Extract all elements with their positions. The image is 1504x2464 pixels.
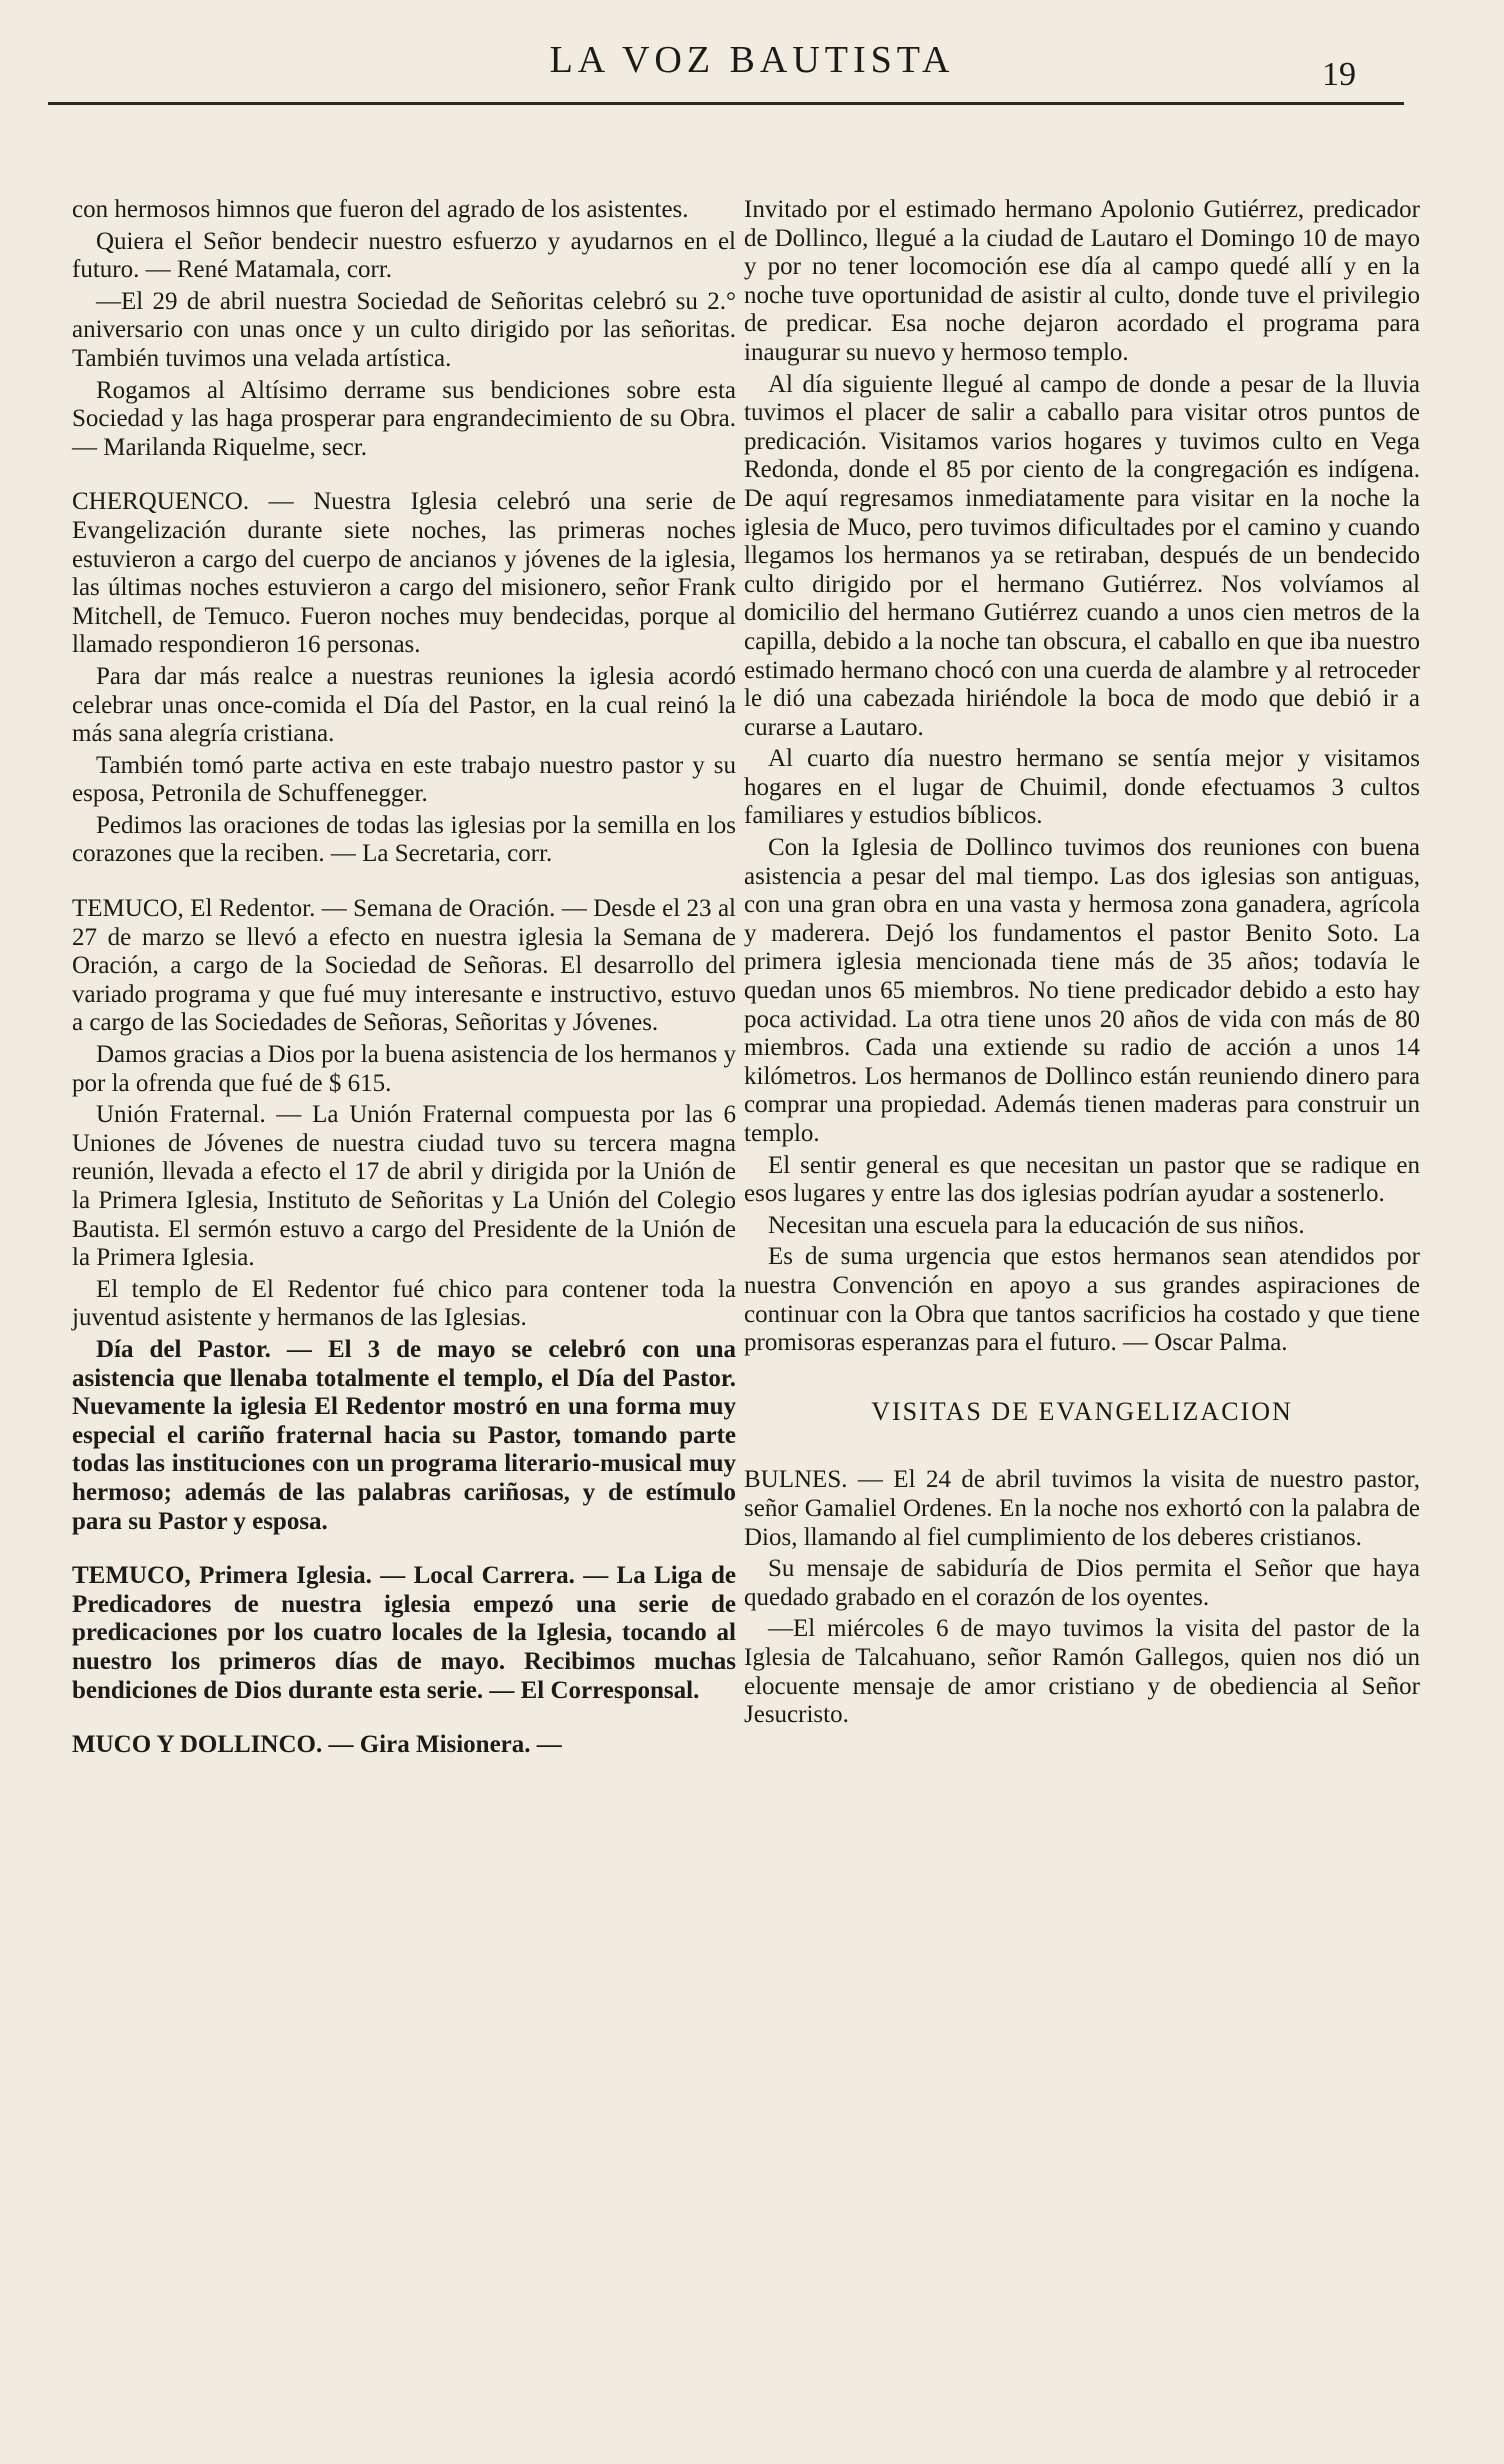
article-paragraph: MUCO Y DOLLINCO. — Gira Misionera. — <box>72 1731 562 1759</box>
article-paragraph: Rogamos al Altísimo derrame sus bendiciones sobre esta Sociedad y las haga prosperar para engrandecimiento de su Obra. — Marilanda Riquelme, secr. <box>72 376 736 461</box>
right-column-articles <box>744 196 1420 1358</box>
article-paragraph: Pedimos las oraciones de todas las iglesias por la semilla en los corazones que la reciben. — La Secretaria, corr. <box>72 811 736 868</box>
article-paragraph: Su mensaje de sabiduría de Dios permita el Señor que haya quedado grabado en el corazón de los oyentes. <box>744 1555 1420 1611</box>
article-paragraph: Al cuarto día nuestro hermano se sentía mejor y visitamos hogares en el lugar de Chuimil, donde efectuamos 3 cultos familiares y estudios bíblicos. <box>744 745 1420 830</box>
article-paragraph: También tomó parte activa en este trabajo nuestro pastor y su esposa, Petronila de Schuffenegger. <box>72 751 736 808</box>
article-paragraph: Día del Pastor. — El 3 de mayo se celebró con una asistencia que llenaba totalmente el templo, el Día del Pastor. Nuevamente la iglesia El Redentor mostró en una forma muy especial el cariño fraternal hacia su Pastor, tomando parte todas las instituciones con un programa literario-musical muy hermoso; además de las palabras cariñosas, y de estímulo para su Pastor y esposa. <box>72 1335 736 1535</box>
article-paragraph: Con la Iglesia de Dollinco tuvimos dos reuniones con buena asistencia a pesar del mal tiempo. Las dos iglesias son antiguas, con una gran obra en una vasta y hermosa zona ganadera, agrícola y maderera. Dejó los fundamentos el pastor Benito Soto. La primera iglesia mencionada tiene más de 35 años; todavía le quedan unos 65 miembros. No tiene predicador debido a esto hay poca actividad. La otra tiene unos 20 años de vida con más de 80 miembros. Cada una extiende su radio de acción a unos 14 kilómetros. Los hermanos de Dollinco están reuniendo dinero para comprar una propiedad. Además tienen maderas para construir un templo. <box>744 834 1420 1147</box>
right-column <box>744 196 1420 1733</box>
article-paragraph: Al día siguiente llegué al campo de donde a pesar de la lluvia tuvimos el placer de salir a caballo para visitar otros puntos de predicación. Visitamos varios hogares y tuvimos culto en Vega Redonda, donde el 85 por ciento de la congregación es indígena. De aquí regresamos inmediatamente para visitar en la noche la iglesia de Muco, pero tuvimos dificultades por el camino y cuando llegamos los hermanos ya se retiraban, después de un bendecido culto dirigido por el hermano Gutiérrez. Nos volvíamos al domicilio del hermano Gutiérrez cuando a unos cien metros de la capilla, debido a la noche tan obscura, el caballo en que iba nuestro estimado hermano chocó con una cuerda de alambre y al retroceder le dió una cabezada hiriéndole la boca de modo que debió ir a curarse a Lautaro. <box>744 370 1420 741</box>
article-paragraph: Es de suma urgencia que estos hermanos sean atendidos por nuestra Convención en apoyo a sus grandes aspiraciones de continuar con la Obra que tantos sacrificios ha costado y que tiene promisoras esperanzas para el futuro. — Oscar Palma. <box>744 1243 1420 1357</box>
page-header-title: LA VOZ BAUTISTA <box>549 39 955 81</box>
left-column <box>72 196 736 1763</box>
article-paragraph: El templo de El Redentor fué chico para contener toda la juventud asistente y hermanos de las Iglesias. <box>72 1275 736 1332</box>
article-paragraph: Quiera el Señor bendecir nuestro esfuerzo y ayudarnos en el futuro. — René Matamala, corr. <box>72 227 736 284</box>
article-paragraph: TEMUCO, El Redentor. — Semana de Oración. — Desde el 23 al 27 de marzo se llevó a efecto en nuestra iglesia la Semana de Oración, a cargo de la Sociedad de Señoras. El desarrollo del variado programa y que fué muy interesante e instructivo, estuvo a cargo de las Sociedades de Señoras, Señoritas y Jóvenes. <box>72 895 736 1037</box>
article-paragraph: Necesitan una escuela para la educación de sus niños. <box>768 1211 1305 1239</box>
header-divider <box>48 102 1404 105</box>
article-paragraph: TEMUCO, Primera Iglesia. — Local Carrera. — La Liga de Predicadores de nuestra iglesia empezó una serie de predicaciones por los cuatro locales de la Iglesia, tocando al nuestro los primeros días de mayo. Recibimos muchas bendiciones de Dios durante esta serie. — El Corresponsal. <box>72 1562 736 1704</box>
article-paragraph: BULNES. — El 24 de abril tuvimos la visita de nuestro pastor, señor Gamaliel Ordenes. En la noche nos exhortó con la palabra de Dios, llamando al fiel cumplimiento de los deberes cristianos. <box>744 1466 1420 1551</box>
article-paragraph: El sentir general es que necesitan un pastor que se radique en esos lugares y entre las dos iglesias podrían ayudar a sostenerlo. <box>744 1151 1420 1208</box>
right-column-visits <box>744 1466 1420 1729</box>
article-paragraph: Invitado por el estimado hermano Apolonio Gutiérrez, predicador de Dollinco, llegué a la ciudad de Lautaro el Domingo 10 de mayo y por no tener locomoción ese día al campo quedé allí y en la noche tuve oportunidad de asistir al culto, donde tuve el privilegio de predicar. Esa noche dejaron acordado el programa para inaugurar su nuevo y hermoso templo. <box>744 196 1420 366</box>
article-paragraph: Damos gracias a Dios por la buena asistencia de los hermanos y por la ofrenda que fué de $ 615. <box>72 1041 736 1097</box>
article-paragraph: CHERQUENCO. — Nuestra Iglesia celebró una serie de Evangelización durante siete noches, las primeras noches estuvieron a cargo del cuerpo de ancianos y jóvenes de la iglesia, las últimas noches estuvieron a cargo del misionero, señor Frank Mitchell, de Temuco. Fueron noches muy bendecidas, porque al llamado respondieron 16 personas. <box>72 488 736 659</box>
article-paragraph: Unión Fraternal. — La Unión Fraternal compuesta por las 6 Uniones de Jóvenes de nuestra ciudad tuvo su tercera magna reunión, llevada a efecto el 17 de abril y dirigida por la Unión de la Primera Iglesia, Instituto de Señoritas y La Unión del Colegio Bautista. El sermón estuvo a cargo del Presidente de la Unión de la Primera Iglesia. <box>72 1101 736 1272</box>
page-number: 19 <box>1322 56 1356 93</box>
article-paragraph: —El miércoles 6 de mayo tuvimos la visita del pastor de la Iglesia de Talcahuano, señor Ramón Gallegos, quien nos dió un elocuente mensaje de amor cristiano y de obediencia al Señor Jesucristo. <box>744 1615 1420 1729</box>
article-paragraph: —El 29 de abril nuestra Sociedad de Señoritas celebró su 2.° aniversario con unas once y un culto dirigido por las señoritas. También tuvimos una velada artística. <box>72 287 736 372</box>
article-paragraph: con hermosos himnos que fueron del agrado de los asistentes. <box>72 196 689 223</box>
article-paragraph: Para dar más realce a nuestras reuniones la iglesia acordó celebrar unas once-comida el Día del Pastor, en la cual reinó la más sana alegría cristiana. <box>72 662 736 748</box>
section-heading: VISITAS DE EVANGELIZACION <box>871 1396 1293 1426</box>
